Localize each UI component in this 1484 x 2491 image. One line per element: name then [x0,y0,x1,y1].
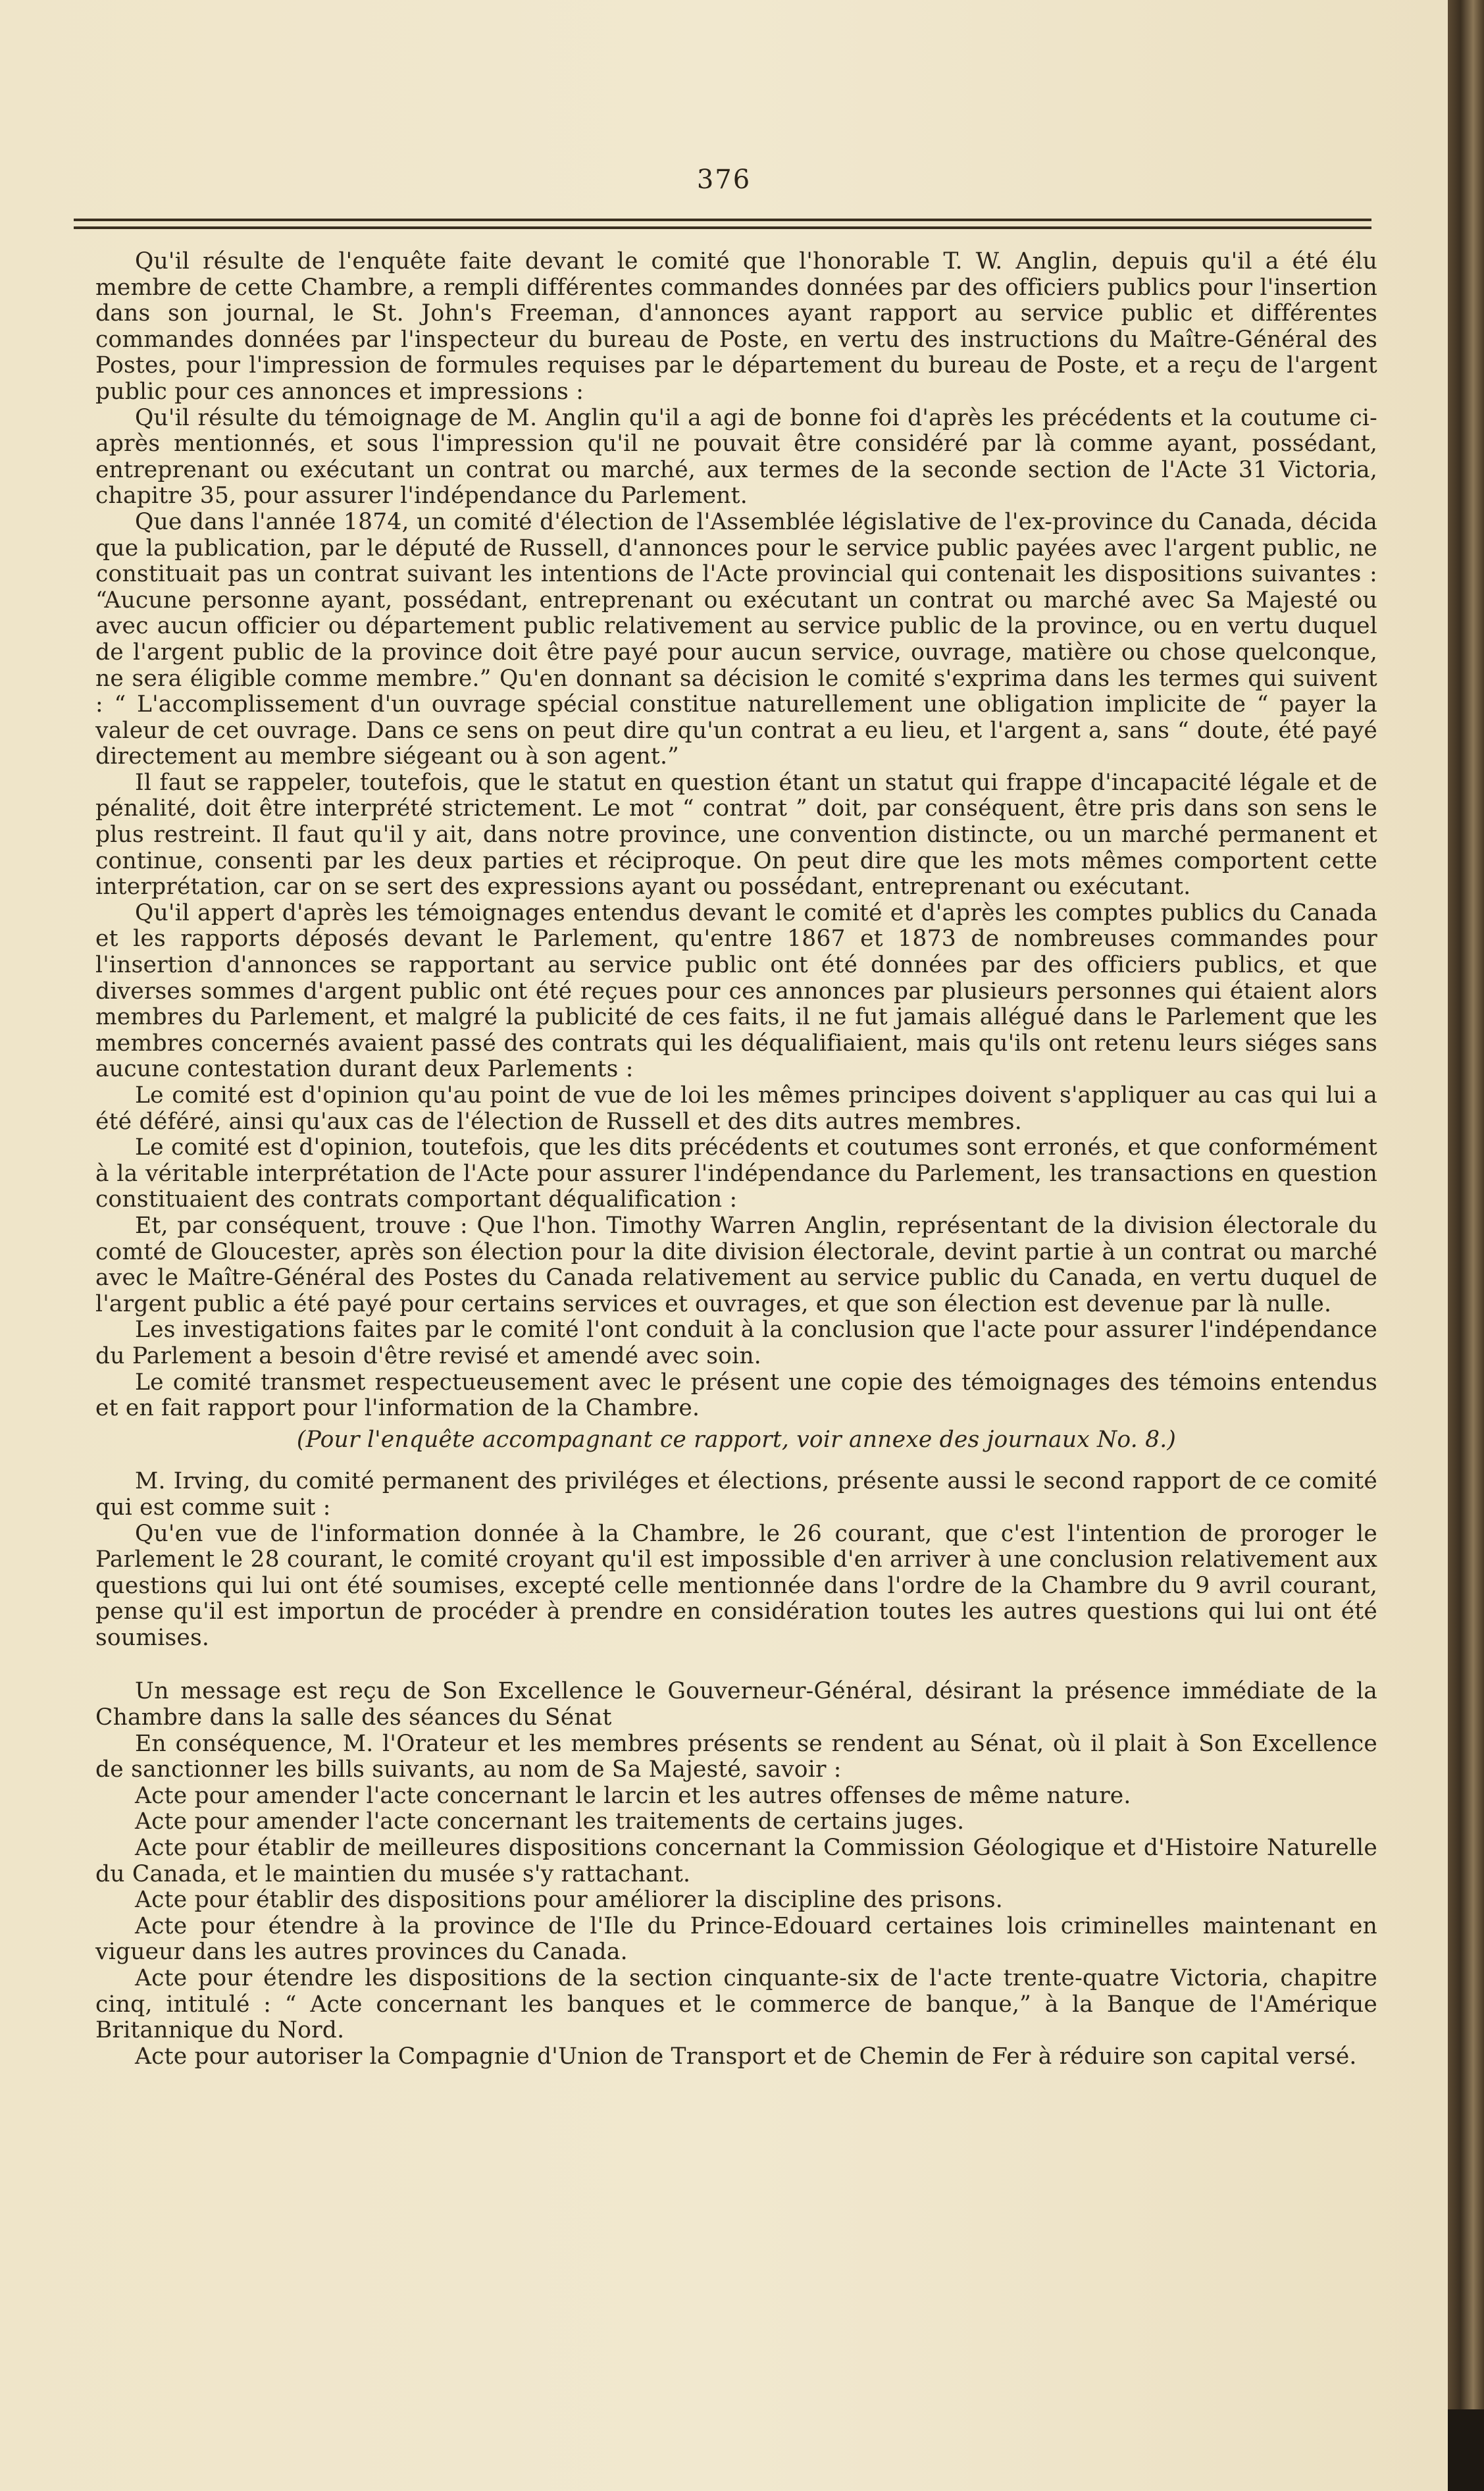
paragraph: Le comité est d'opinion, toutefois, que les dits précédents et coutumes sont erronés, et que conformément à la véritable interprétation de l'Acte pour assurer l'indépendance du Parlement, les transactions en question constituaient des contrats comportant déqualification : [95,1134,1377,1213]
paragraph: Acte pour établir de meilleures dispositions concernant la Commission Géologique et d'Histoire Naturelle du Canada, et le maintien du musée s'y rattachant. [95,1835,1377,1887]
paragraph: Acte pour étendre à la province de l'Ile du Prince-Edouard certaines lois criminelles maintenant en vigueur dans les autres provinces du Canada. [95,1912,1377,1966]
paragraph: Les investigations faites par le comité l'ont conduit à la conclusion que l'acte pour assurer l'indépendance du Parlement a besoin d'être revisé et amendé avec soin. [95,1317,1377,1369]
paragraph: Acte pour amender l'acte concernant les traitements de certains juges. [135,1808,965,1835]
header-rule-top [74,219,1371,221]
book-binding [1448,0,1484,2491]
paragraph: Qu'en vue de l'information donnée à la Chambre, le 26 courant, que c'est l'intention de proroger le Parlement le 28 courant, le comité croyant qu'il est impossible d'en arriver à une conclusion relativement aux questions qui lui ont été soumises, excepté celle mentionnée dans l'ordre de la Chambre du 9 avril courant, pense qu'il est importun de procéder à prendre en considération toutes les autres questions qui lui ont été soumises. [95,1520,1377,1651]
paragraph: Que dans l'année 1874, un comité d'élection de l'Assemblée législative de l'ex-province du Canada, décida que la publication, par le député de Russell, d'annonces pour le service public payées avec l'argent public, ne constituait pas un contrat suivant les intentions de l'Acte provincial qui contenait les dispositions suivantes : “Aucune personne ayant, possédant, entreprenant ou exécutant un contrat ou marché avec Sa Majesté ou avec aucun officier ou département public relativement au service public de la province, ou en vertu duquel de l'argent public de la province doit être payé pour aucun service, ouvrage, matière ou chose quelconque, ne sera éligible comme membre.” Qu'en donnant sa décision le comité s'exprima dans les termes qui suivent : “ L'accomplissement d'un ouvrage spécial constitue naturellement une obligation implicite de “ payer la valeur de cet ouvrage. Dans ce sens on peut dire qu'un contrat a eu lieu, et l'argent a, sans “ doute, été payé directement au membre siégeant ou à son agent.” [95,508,1377,770]
paragraph: Le comité transmet respectueusement avec le présent une copie des témoignages des témoins entendus et en fait rapport pour l'information de la Chambre. [95,1369,1377,1422]
paragraph: Acte pour étendre les dispositions de la section cinquante-six de l'acte trente-quatre Victoria, chapitre cinq, intitulé : “ Acte concernant les banques et le commerce de banque,” à la Banque de l'Amérique Britannique du Nord. [95,1965,1377,2044]
paragraph: Le comité est d'opinion qu'au point de vue de loi les mêmes principes doivent s'appliquer au cas qui lui a été déféré, ainsi qu'aux cas de l'élection de Russell et des dits autres membres. [95,1082,1377,1135]
paragraph: Un message est reçu de Son Excellence le Gouverneur-Général, désirant la présence immédiate de la Chambre dans la salle des séances du Sénat [95,1678,1377,1731]
annex-caption: (Pour l'enquête accompagnant ce rapport, voir annexe des journaux No. 8.) [296,1426,1177,1453]
document-body [95,249,1377,2070]
paragraph: Et, par conséquent, trouve : Que l'hon. Timothy Warren Anglin, représentant de la division électorale du comté de Gloucester, après son élection pour la dite division électorale, devint partie à un contrat ou marché avec le Maître-Général des Postes du Canada relativement au service public du Canada, en vertu duquel de l'argent public a été payé pour certains services et ouvrages, et que son élection est devenue par là nulle. [95,1212,1377,1317]
paragraph: Qu'il résulte du témoignage de M. Anglin qu'il a agi de bonne foi d'après les précédents et la coutume ci-après mentionnés, et sous l'impression qu'il ne pouvait être considéré par là comme ayant, possédant, entreprenant ou exécutant un contrat ou marché, aux termes de la seconde section de l'Acte 31 Victoria, chapitre 35, pour assurer l'indépendance du Parlement. [95,404,1377,510]
paragraph: Qu'il résulte de l'enquête faite devant le comité que l'honorable T. W. Anglin, depuis qu'il a été élu membre de cette Chambre, a rempli différentes commandes données par des officiers publics pour l'insertion dans son journal, le St. John's Freeman, d'annonces ayant rapport au service public et différentes commandes données par l'inspecteur du bureau de Poste, en vertu des instructions du Maître-Général des Postes, pour l'impression de formules requises par le département du bureau de Poste, et a reçu de l'argent public pour ces annonces et impressions : [95,248,1377,405]
paragraph: Qu'il appert d'après les témoignages entendus devant le comité et d'après les comptes publics du Canada et les rapports déposés devant le Parlement, qu'entre 1867 et 1873 de nombreuses commandes pour l'insertion d'annonces se rapportant au service public ont été données par des officiers publics, et que diverses sommes d'argent public ont été reçues pour ces annonces par plusieurs personnes qui étaient alors membres du Parlement, et malgré la publicité de ces faits, il ne fut jamais allégué dans le Parlement que les membres concernés avaient passé des contrats qui les déqualifiaient, mais qu'ils ont retenu leurs siéges sans aucune contestation durant deux Parlements : [95,899,1377,1083]
paragraph: Acte pour établir des dispositions pour améliorer la discipline des prisons. [135,1887,1003,1914]
header-rule-bottom [74,226,1371,229]
paragraph: Il faut se rappeler, toutefois, que le statut en question étant un statut qui frappe d'incapacité légale et de pénalité, doit être interprété strictement. Le mot “ contrat ” doit, par conséquent, être pris dans son sens le plus restreint. Il faut qu'il y ait, dans notre province, une convention distincte, ou un marché permanent et continue, consenti par les deux parties et réciproque. On peut dire que les mots mêmes comportent cette interprétation, car on se sert des expressions ayant ou possédant, entreprenant ou exécutant. [95,769,1377,901]
section-gap [95,1651,1377,1679]
paragraph: M. Irving, du comité permanent des priviléges et élections, présente aussi le second rapport de ce comité qui est comme suit : [95,1468,1377,1521]
paragraph: En conséquence, M. l'Orateur et les membres présents se rendent au Sénat, où il plait à Son Excellence de sanctionner les bills suivants, au nom de Sa Majesté, savoir : [95,1730,1377,1783]
paragraph: Acte pour autoriser la Compagnie d'Union de Transport et de Chemin de Fer à réduire son capital versé. [135,2043,1357,2070]
paragraph: Acte pour amender l'acte concernant le larcin et les autres offenses de même nature. [135,1782,1131,1809]
page-number: 376 [696,165,752,195]
binding-tab [1448,2409,1484,2491]
